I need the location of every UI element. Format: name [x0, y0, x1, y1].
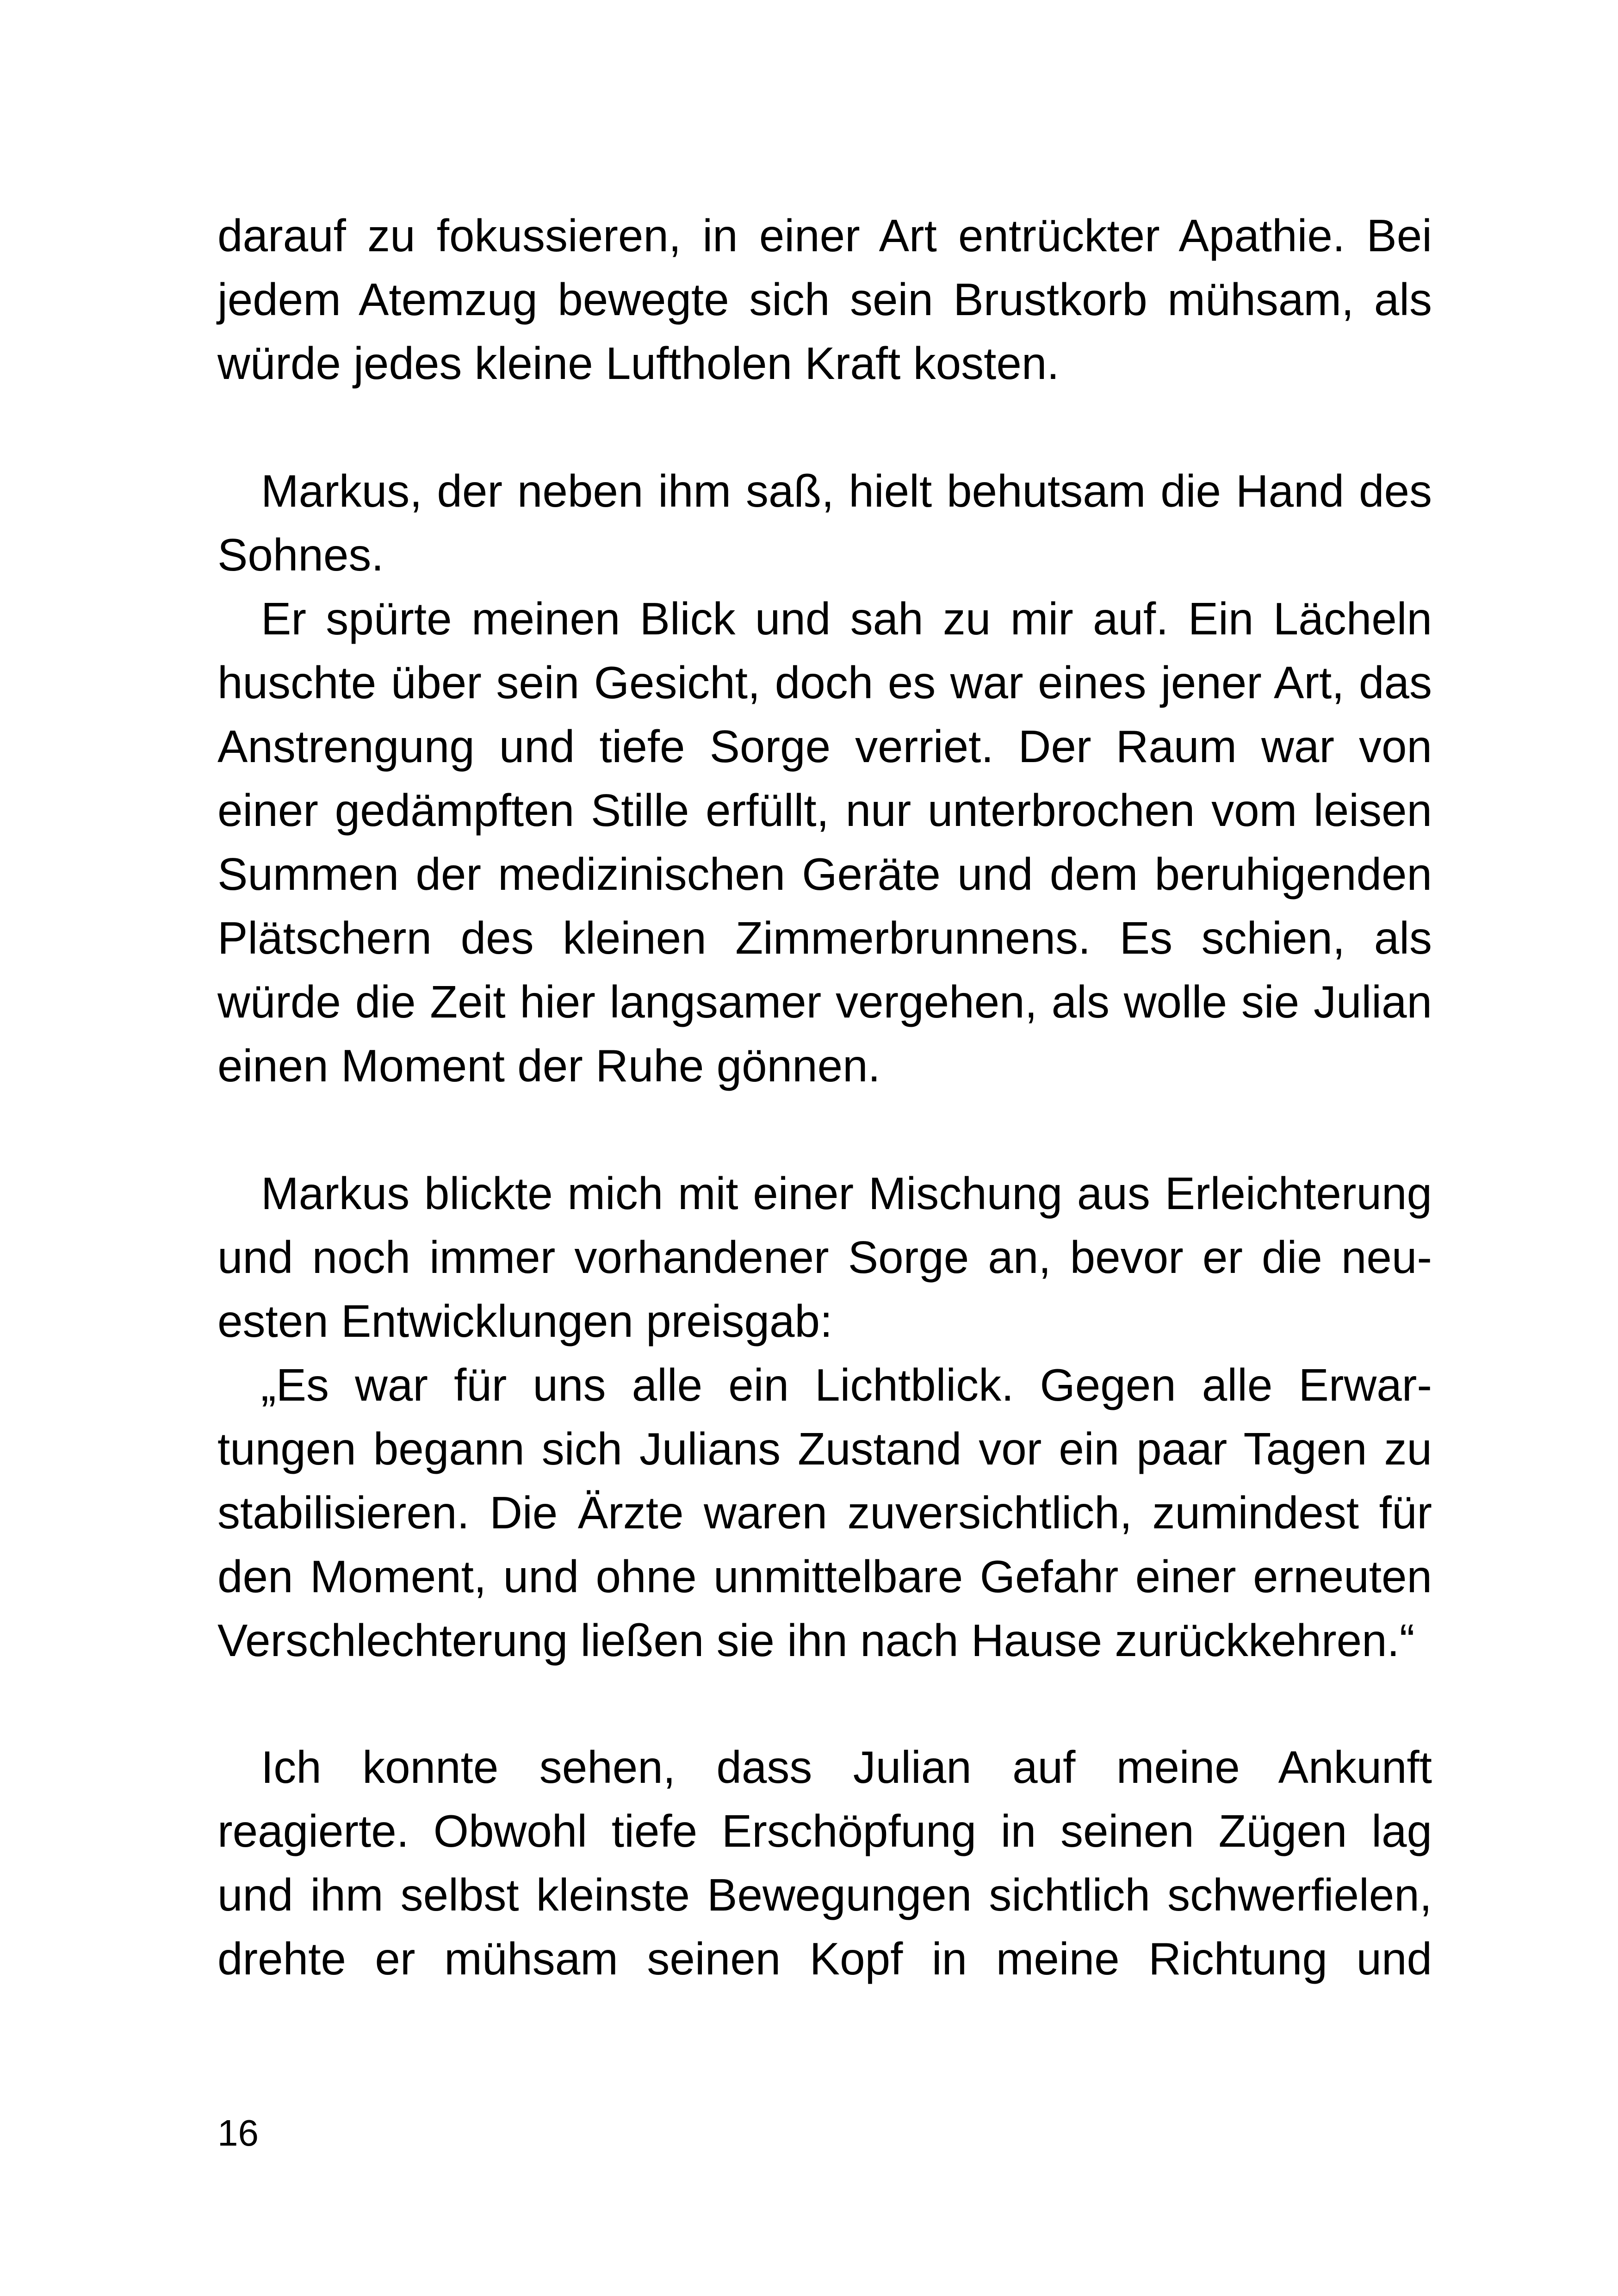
text-line: stabilisieren. Die Ärzte waren zuversichtlich, zumindest für	[217, 1487, 1432, 1538]
text-line: Markus, der neben ihm saß, hielt behutsam die Hand des	[261, 465, 1432, 516]
text-line: reagierte. Obwohl tiefe Erschöpfung in seinen Zügen lag	[217, 1806, 1432, 1856]
text-line: würde die Zeit hier langsamer vergehen, als wolle sie Julian	[217, 976, 1432, 1027]
text-line: Sohnes.	[217, 529, 384, 580]
text-line: darauf zu fokussieren, in einer Art entrückter Apathie. Bei	[217, 210, 1432, 261]
text-line: esten Entwicklungen preisgab:	[217, 1296, 833, 1347]
text-line: Markus blickte mich mit einer Mischung aus Erleichterung	[261, 1168, 1432, 1219]
paragraph-1	[217, 204, 1432, 395]
text-line: Anstrengung und tiefe Sorge verriet. Der Raum war von	[217, 721, 1432, 772]
paragraph-3	[217, 1161, 1432, 1672]
text-line: huschte über sein Gesicht, doch es war eines jener Art, das	[217, 657, 1432, 708]
text-line: den Moment, und ohne unmittelbare Gefahr einer erneuten	[217, 1551, 1432, 1602]
text-line: drehte er mühsam seinen Kopf in meine Richtung und	[217, 1933, 1432, 1984]
text-line: tungen begann sich Julians Zustand vor ein paar Tagen zu	[217, 1423, 1432, 1474]
paragraph-4	[217, 1735, 1432, 1991]
text-line: „Es war für uns alle ein Lichtblick. Gegen alle Erwar-	[261, 1359, 1432, 1410]
paragraph-2	[217, 459, 1432, 1098]
text-line: Er spürte meinen Blick und sah zu mir auf. Ein Lächeln	[261, 593, 1432, 644]
text-line: Plätschern des kleinen Zimmerbrunnens. Es schien, als	[217, 912, 1432, 963]
text-line: jedem Atemzug bewegte sich sein Brustkorb mühsam, als	[217, 274, 1432, 325]
page-number: 16	[217, 2112, 259, 2153]
text-line: einer gedämpften Stille erfüllt, nur unterbrochen vom leisen	[217, 785, 1432, 836]
text-line: würde jedes kleine Luftholen Kraft kosten.	[217, 338, 1060, 389]
text-line: Ich konnte sehen, dass Julian auf meine Ankunft	[261, 1742, 1432, 1793]
text-line: Summen der medizinischen Geräte und dem beruhigenden	[217, 849, 1432, 900]
text-line: Verschlechterung ließen sie ihn nach Hause zurückkehren.“	[217, 1615, 1415, 1666]
text-line: und noch immer vorhandener Sorge an, bevor er die neu-	[217, 1232, 1432, 1283]
text-line: und ihm selbst kleinste Bewegungen sichtlich schwerfielen,	[217, 1869, 1432, 1920]
text-line: einen Moment der Ruhe gönnen.	[217, 1040, 880, 1091]
